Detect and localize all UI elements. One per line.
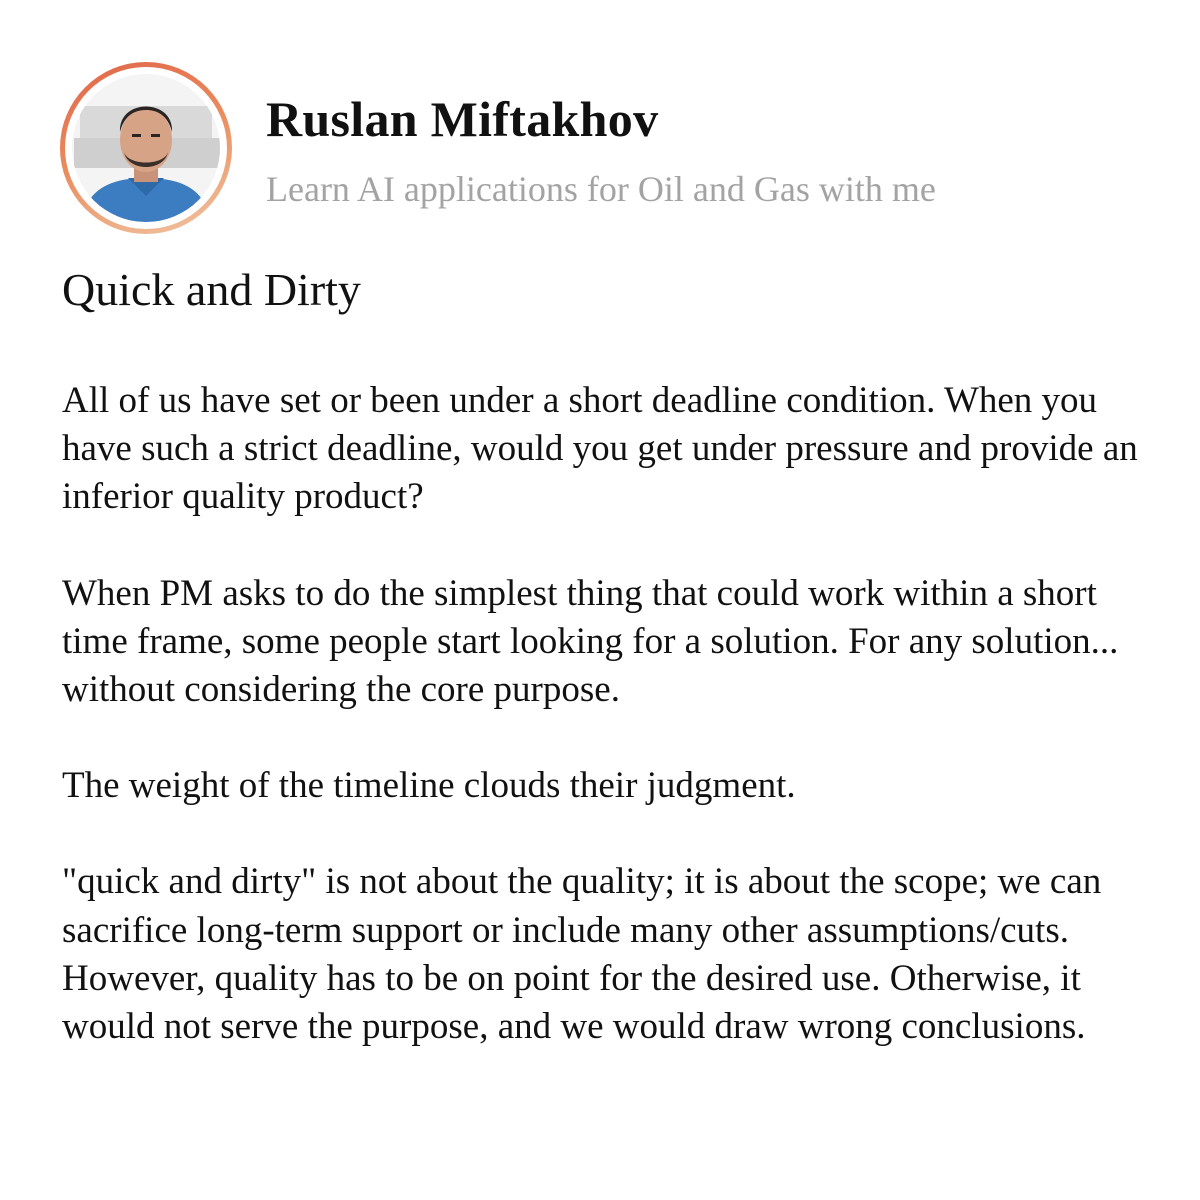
author-name[interactable]: Ruslan Miftakhov [266, 91, 659, 147]
post-title: Quick and Dirty [62, 264, 361, 315]
profile-photo-icon [72, 74, 220, 222]
post-paragraph: The weight of the timeline clouds their judgment. [62, 765, 796, 807]
post-paragraph: When PM asks to do the simplest thing that could work within a short time frame, some people start looking for a solution. For any solution... without considering the core purpose. [62, 572, 1119, 711]
author-tagline: Learn AI applications for Oil and Gas with me [266, 169, 936, 209]
post-body [62, 377, 1152, 1051]
avatar-ring [60, 62, 232, 234]
avatar [72, 74, 220, 222]
post-paragraph: All of us have set or been under a short deadline condition. When you have such a strict deadline, would you get under pressure and provide an inferior quality product? [62, 380, 1138, 518]
author-header [60, 62, 1160, 238]
post-paragraph: "quick and dirty" is not about the quality; it is about the scope; we can sacrifice long-term support or include many other assumptions/cuts. However, quality has to be on point for the desired use. Otherwise, it would not serve the purpose, and we would draw wrong conclusions. [62, 861, 1102, 1048]
